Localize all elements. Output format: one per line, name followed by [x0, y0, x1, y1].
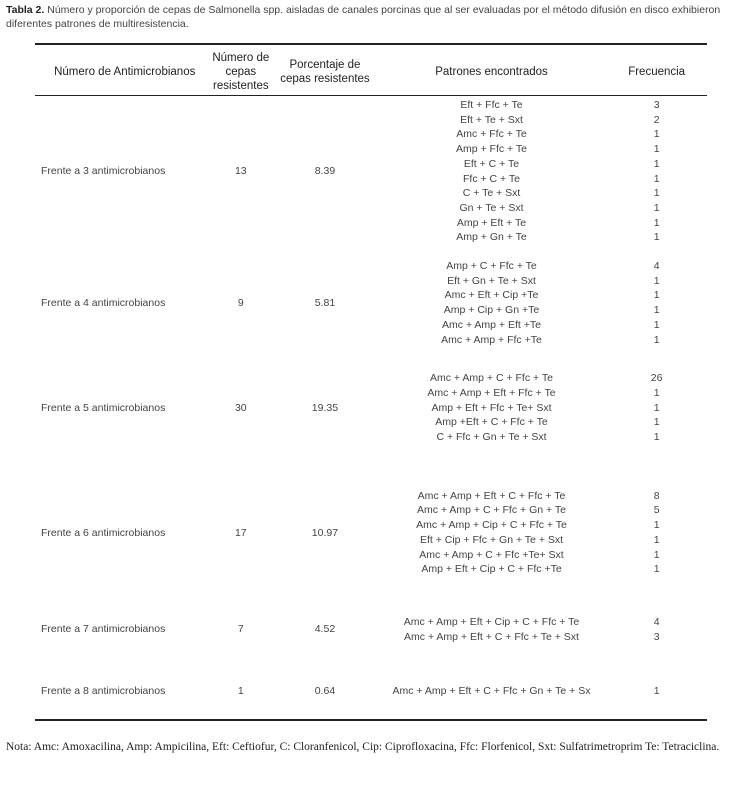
frequency-value: 1: [653, 386, 660, 399]
frequency-value: 1: [653, 431, 660, 444]
pattern-item: Amc + Amp + Eft + C + Ffc + Te + Sxt: [404, 630, 579, 643]
patterns-cell: [377, 96, 607, 258]
pattern-item: Amc + Amp + C + Ffc + Gn + Te: [417, 504, 566, 517]
frequency-cell: [606, 96, 707, 258]
pattern-item: Amc + Amp + Ffc +Te: [441, 333, 542, 346]
frequency-value: 4: [653, 615, 660, 628]
pattern-item: C + Te + Sxt: [462, 187, 521, 200]
frequency-cell: [606, 682, 707, 720]
patterns-cell: [377, 371, 607, 487]
frequency-value: 1: [653, 201, 660, 214]
caption-text: Número y proporción de cepas de Salmonella spp. aisladas de canales porcinas que al ser evaluadas por el método difusión en disco exhibieron diferentes patrones de multiresistencia.: [6, 4, 721, 30]
group-label: Frente a 6 antimicrobianos: [41, 526, 166, 539]
pattern-item: Amp + Cip + Gn +Te: [443, 304, 540, 317]
table-row: [35, 371, 707, 487]
header-strain-percent: Porcentaje de cepas resistentes: [273, 44, 377, 96]
frequency-value: 1: [653, 685, 660, 698]
strain-count: 7: [237, 623, 244, 636]
resistance-table: [35, 43, 707, 721]
frequency-value: 1: [653, 274, 660, 287]
frequency-value: 3: [653, 99, 660, 111]
frequency-value: 2: [653, 113, 660, 126]
frequency-value: 1: [653, 128, 660, 141]
frequency-value: 1: [653, 416, 660, 429]
pattern-item: C + Ffc + Gn + Te + Sxt: [436, 431, 547, 444]
strain-count: 13: [234, 165, 247, 178]
table-header-row: [35, 44, 707, 96]
frequency-value: 1: [653, 143, 660, 156]
pattern-item: Eft + C + Te: [463, 157, 520, 170]
strain-percent: 4.52: [314, 623, 336, 636]
header-frequency: Frecuencia: [606, 44, 707, 96]
pattern-item: Eft + Ffc + Te: [460, 99, 523, 111]
frequency-cell: [606, 487, 707, 613]
pattern-item: Amp + Eft + Cip + C + Ffc +Te: [421, 563, 562, 576]
pattern-item: Amc + Amp + Eft + C + Ffc + Te: [417, 489, 566, 502]
frequency-value: 26: [650, 372, 663, 385]
pattern-item: Amp + Eft + Ffc + Te+ Sxt: [431, 401, 552, 414]
pattern-item: Amc + Amp + Eft + Ffc + Te: [427, 386, 556, 399]
frequency-value: 1: [653, 401, 660, 414]
strain-count: 1: [208, 682, 273, 720]
strain-percent: 5.81: [314, 296, 336, 309]
table-row: [35, 257, 707, 371]
frequency-value: 1: [653, 304, 660, 317]
frequency-value: 1: [653, 187, 660, 200]
patterns-cell: [377, 487, 607, 613]
header-patterns: Patrones encontrados: [377, 44, 607, 96]
pattern-item: Amp + C + Ffc + Te: [446, 260, 537, 273]
frequency-value: 1: [653, 563, 660, 576]
pattern-item: Amc + Amp + Eft + Cip + C + Ffc + Te: [403, 615, 580, 628]
pattern-item: Eft + Te + Sxt: [460, 113, 523, 126]
table-caption: [6, 3, 736, 31]
frequency-value: 4: [653, 260, 660, 273]
strain-count: 17: [234, 526, 247, 539]
pattern-item: Amc + Amp + C + Ffc + Te: [430, 372, 553, 385]
frequency-value: 8: [653, 489, 660, 502]
header-antimicrobial-count: Número de Antimicrobianos: [35, 44, 208, 96]
frequency-cell: [606, 613, 707, 682]
table-row: [35, 96, 707, 258]
pattern-item: Ffc + C + Te: [463, 172, 520, 185]
pattern-item: Amc + Amp + C + Ffc +Te+ Sxt: [419, 548, 564, 561]
strain-percent: 19.35: [311, 401, 339, 414]
patterns-cell: [377, 682, 607, 720]
pattern-item: Eft + Cip + Ffc + Gn + Te + Sxt: [419, 533, 564, 546]
strain-percent: 0.64: [273, 682, 377, 720]
frequency-cell: [606, 371, 707, 487]
frequency-cell: [606, 257, 707, 371]
group-label: Frente a 7 antimicrobianos: [41, 623, 166, 636]
caption-label: Tabla 2.: [6, 4, 45, 16]
pattern-item: Amp + Eft + Te: [456, 216, 527, 229]
patterns-cell: [377, 257, 607, 371]
strain-count: 9: [237, 296, 244, 309]
table-row: [35, 682, 707, 720]
table-row: [35, 613, 707, 682]
frequency-value: 5: [653, 504, 660, 517]
pattern-item: Gn + Te + Sxt: [459, 201, 524, 214]
pattern-item: Amc + Ffc + Te: [456, 128, 527, 141]
pattern-item: Amc + Amp + Eft +Te: [442, 318, 541, 331]
table-note: Nota: Amc: Amoxacilina, Amp: Ampicilina, Eft: Ceftiofur, C: Cloranfenicol, Cip: Ciprofloxacina, Ffc: Florfenicol, Sxt: Sulfatrimetroprim Te: Tetraciclina.: [6, 741, 720, 753]
group-label: Frente a 5 antimicrobianos: [41, 401, 166, 414]
frequency-value: 1: [653, 172, 660, 185]
pattern-item: Amp + Ffc + Te: [455, 143, 527, 156]
pattern-item: Amp + Gn + Te: [456, 231, 527, 244]
frequency-value: 1: [653, 533, 660, 546]
frequency-value: 1: [653, 289, 660, 302]
group-label: Frente a 4 antimicrobianos: [41, 296, 166, 309]
frequency-value: 1: [653, 548, 660, 561]
frequency-value: 1: [653, 333, 660, 346]
table-row: [35, 487, 707, 613]
pattern-item: Amp +Eft + C + Ffc + Te: [435, 416, 548, 429]
pattern-item: Eft + Gn + Te + Sxt: [447, 274, 536, 287]
frequency-value: 1: [653, 157, 660, 170]
strain-percent: 8.39: [314, 165, 336, 178]
strain-percent: 10.97: [311, 526, 339, 539]
frequency-value: 1: [653, 519, 660, 532]
pattern-item: Amc + Amp + Eft + C + Ffc + Gn + Te + Sx: [392, 685, 591, 698]
group-label: Frente a 3 antimicrobianos: [41, 165, 166, 178]
strain-count: 30: [234, 401, 247, 414]
frequency-value: 1: [653, 216, 660, 229]
frequency-value: 3: [653, 630, 660, 643]
header-strain-count: Número de cepas resistentes: [208, 44, 273, 96]
frequency-value: 1: [653, 231, 660, 244]
frequency-value: 1: [653, 318, 660, 331]
group-label: Frente a 8 antimicrobianos: [35, 682, 208, 720]
pattern-item: Amc + Eft + Cip +Te: [444, 289, 539, 302]
pattern-item: Amc + Amp + Cip + C + Ffc + Te: [416, 519, 567, 532]
patterns-cell: [377, 613, 607, 682]
